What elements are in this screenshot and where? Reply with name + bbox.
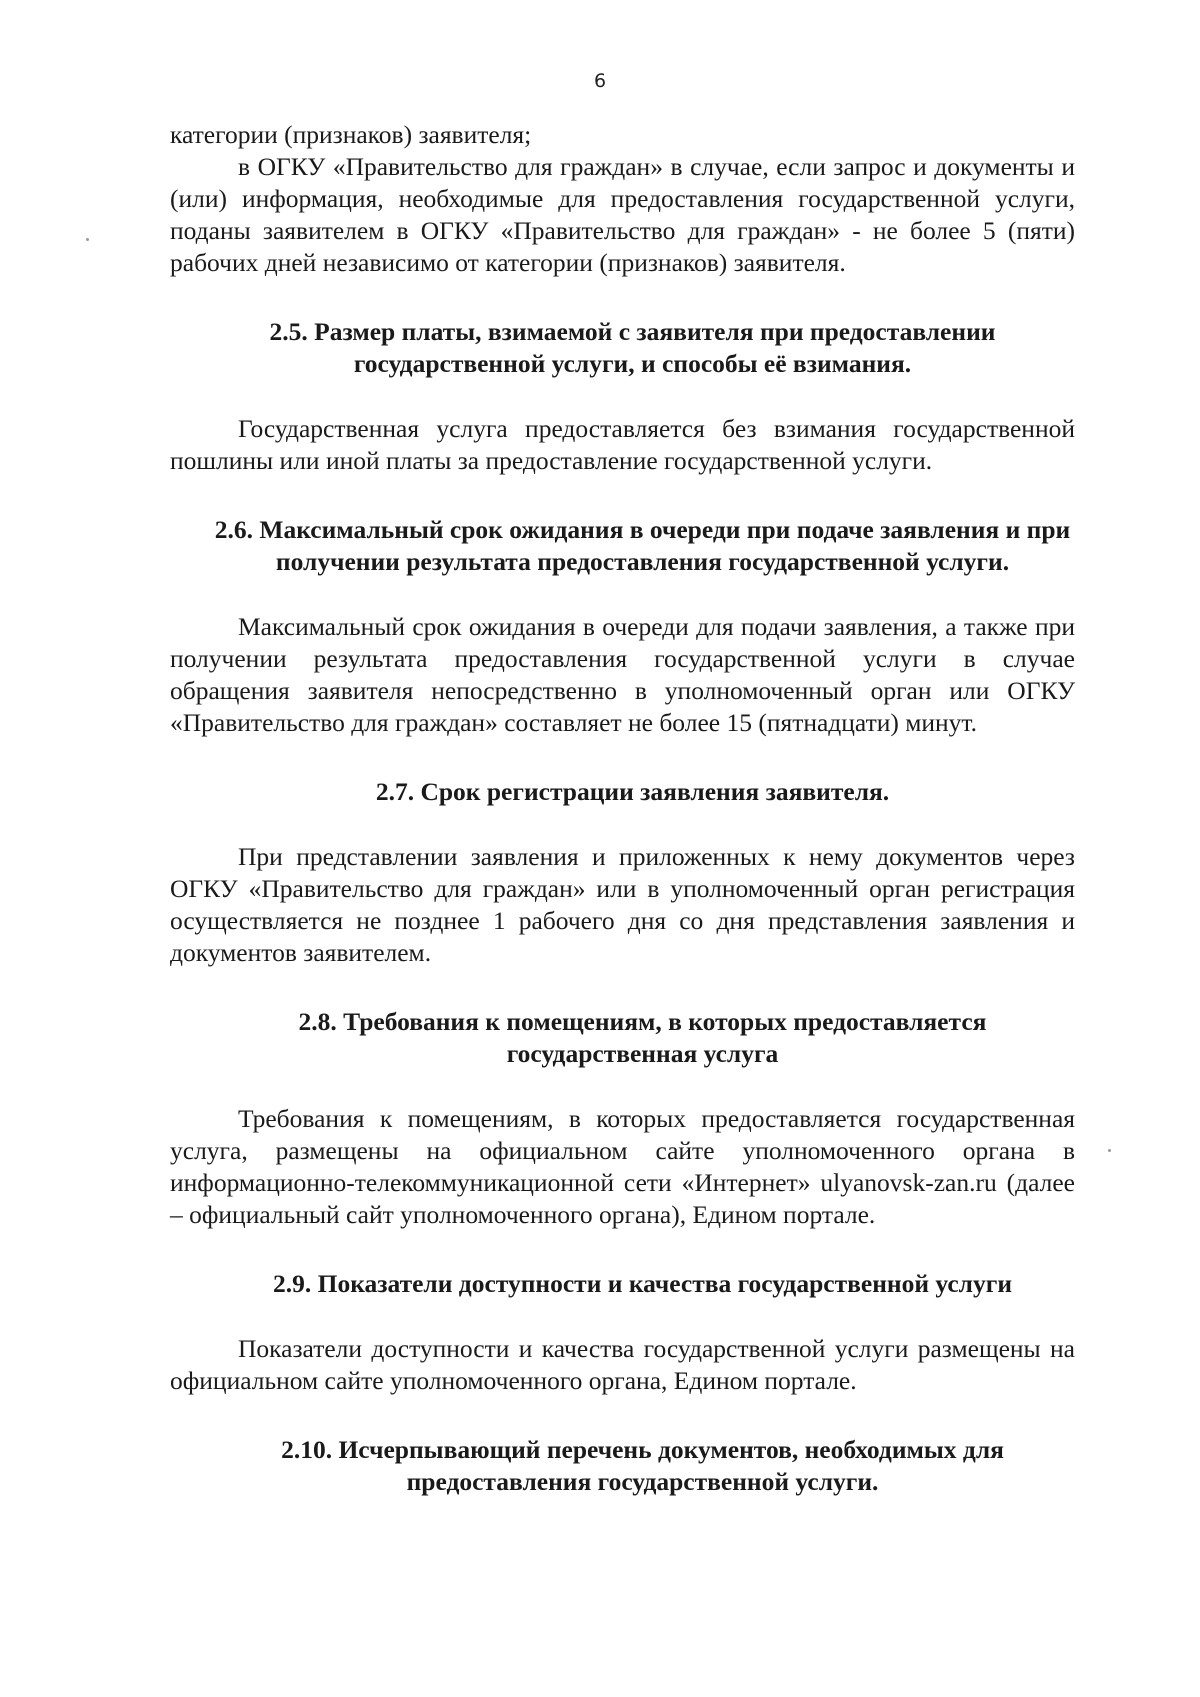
page-number: 6 — [593, 70, 607, 92]
section-body-2-5: Государственная услуга предоставляется без взимания государственной пошлины или иной платы за предоставление государственной услуги. — [170, 414, 1075, 475]
document-body — [170, 119, 1075, 1498]
intro-paragraph-1: категории (признаков) заявителя; — [170, 120, 532, 149]
section-heading-2-10: 2.10. Исчерпывающий перечень документов, необходимых для предоставления государственной услуги. — [281, 1435, 1004, 1496]
section-heading-2-8: 2.8. Требования к помещениям, в которых предоставляется государственная услуга — [298, 1007, 987, 1068]
section-heading-2-6: 2.6. Максимальный срок ожидания в очереди при подаче заявления и при получении результата предоставления государственной услуги. — [214, 515, 1071, 576]
section-heading-2-7: 2.7. Срок регистрации заявления заявителя. — [375, 777, 890, 806]
scan-artifact-dot — [1108, 1149, 1111, 1152]
section-body-2-8: Требования к помещениям, в которых предоставляется государственная услуга, размещены на официальном сайте уполномоченного органа в информационно-телекоммуникационной сети «Интернет» ulyanovsk-zan.ru (далее – официальный сайт уполномоченного органа), Едином портале. — [170, 1104, 1075, 1229]
section-heading-2-9: 2.9. Показатели доступности и качества государственной услуги — [272, 1269, 1013, 1298]
scan-artifact-dot — [86, 238, 89, 241]
intro-paragraph-2: в ОГКУ «Правительство для граждан» в случае, если запрос и документы и (или) информация, необходимые для предоставления государственной услуги, поданы заявителем в ОГКУ «Правительство для граждан» - не более 5 (пяти) рабочих дней независимо от категории (признаков) заявителя. — [170, 152, 1075, 277]
section-heading-2-5: 2.5. Размер платы, взимаемой с заявителя при предоставлении государственной услуги, и способы её взимания. — [269, 317, 996, 378]
section-body-2-9: Показатели доступности и качества государственной услуги размещены на официальном сайте уполномоченного органа, Едином портале. — [170, 1334, 1075, 1395]
section-body-2-7: При представлении заявления и приложенных к нему документов через ОГКУ «Правительство для граждан» или в уполномоченный орган регистрация осуществляется не позднее 1 рабочего дня со дня представления заявления и документов заявителем. — [170, 842, 1075, 967]
section-body-2-6: Максимальный срок ожидания в очереди для подачи заявления, а также при получении результата предоставления государственной услуги в случае обращения заявителя непосредственно в уполномоченный орган или ОГКУ «Правительство для граждан» составляет не более 15 (пятнадцати) минут. — [170, 612, 1075, 737]
